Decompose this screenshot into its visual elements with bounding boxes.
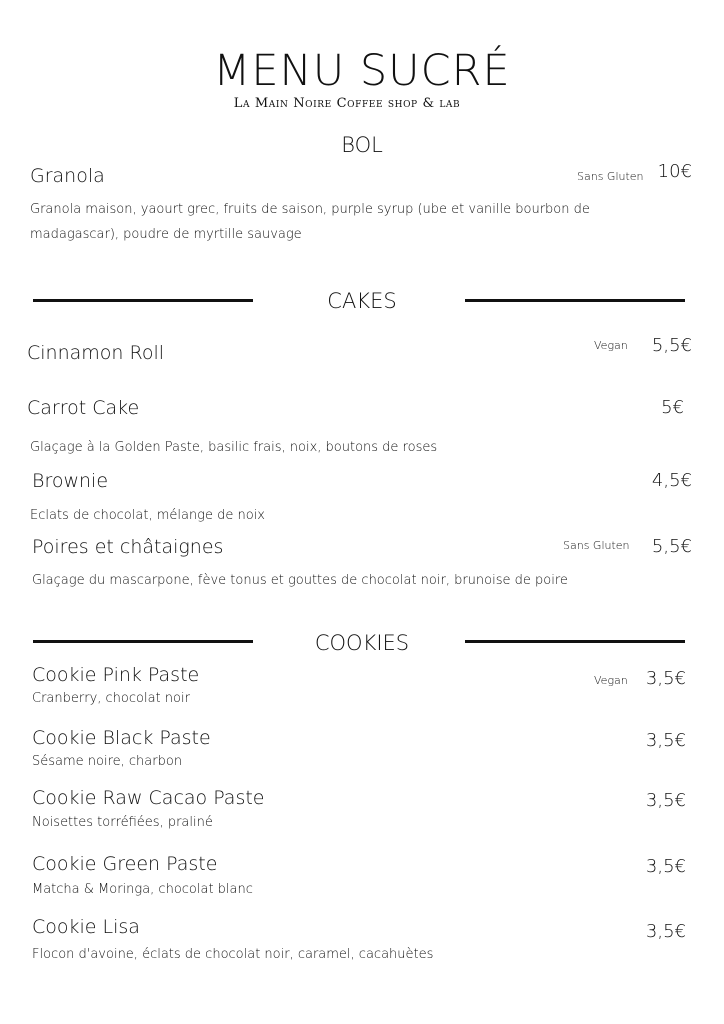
menu-title: MENU SUCRÉ xyxy=(213,46,511,96)
item-name-carrot-cake: Carrot Cake xyxy=(27,397,140,419)
item-tag-granola: Sans Gluten xyxy=(577,170,644,183)
item-desc-cookie-raw-cacao-paste: Noisettes torréfiées, praliné xyxy=(32,815,213,830)
item-tag-poires-chataignes: Sans Gluten xyxy=(563,539,630,552)
item-desc-cookie-black-paste: Sésame noire, charbon xyxy=(32,754,183,769)
item-name-cookie-lisa: Cookie Lisa xyxy=(32,916,140,938)
section-rule-right-cakes xyxy=(465,299,685,302)
item-price-cookie-green-paste: 3,5€ xyxy=(645,856,686,877)
item-price-cookie-black-paste: 3,5€ xyxy=(645,730,686,751)
item-price-cookie-raw-cacao-paste: 3,5€ xyxy=(645,790,686,811)
item-name-granola: Granola xyxy=(30,165,105,187)
item-name-cookie-black-paste: Cookie Black Paste xyxy=(32,727,211,749)
item-desc-granola-line1: Granola maison, yaourt grec, fruits de saison, purple syrup (ube et vanille bourbon de xyxy=(30,202,590,217)
item-price-brownie: 4,5€ xyxy=(651,470,692,491)
item-name-cookie-raw-cacao-paste: Cookie Raw Cacao Paste xyxy=(32,787,265,809)
section-title-bol: BOL xyxy=(341,133,383,157)
item-desc-brownie: Eclats de chocolat, mélange de noix xyxy=(30,508,265,523)
item-desc-cookie-green-paste: Matcha & Moringa, chocolat blanc xyxy=(32,882,253,897)
item-desc-carrot-cake: Glaçage à la Golden Paste, basilic frais, noix, boutons de roses xyxy=(30,440,438,455)
item-desc-cookie-pink-paste: Cranberry, chocolat noir xyxy=(32,691,190,706)
menu-subtitle: La Main Noire Coffee shop & lab xyxy=(233,96,461,111)
item-price-cookie-lisa: 3,5€ xyxy=(645,921,686,942)
section-title-cakes: CAKES xyxy=(327,289,397,313)
item-price-carrot-cake: 5€ xyxy=(661,397,684,418)
item-price-cookie-pink-paste: 3,5€ xyxy=(645,668,686,689)
item-desc-poires-chataignes: Glaçage du mascarpone, fève tonus et gouttes de chocolat noir, brunoise de poire xyxy=(32,573,568,588)
item-price-granola: 10€ xyxy=(657,161,692,182)
item-name-poires-chataignes: Poires et châtaignes xyxy=(32,536,224,558)
item-desc-granola-line2: madagascar), poudre de myrtille sauvage xyxy=(30,227,302,242)
item-desc-cookie-lisa: Flocon d'avoine, éclats de chocolat noir, caramel, cacahuètes xyxy=(32,947,434,962)
section-rule-right-cookies xyxy=(465,640,685,643)
item-name-cookie-pink-paste: Cookie Pink Paste xyxy=(32,664,200,686)
item-name-cookie-green-paste: Cookie Green Paste xyxy=(32,853,218,875)
section-title-cookies: COOKIES xyxy=(314,631,410,655)
item-price-cinnamon-roll: 5,5€ xyxy=(651,335,692,356)
item-name-cinnamon-roll: Cinnamon Roll xyxy=(27,342,165,364)
item-name-brownie: Brownie xyxy=(32,470,109,492)
item-price-poires-chataignes: 5,5€ xyxy=(651,536,692,557)
item-tag-cinnamon-roll: Vegan xyxy=(594,339,628,352)
item-tag-cookie-pink-paste: Vegan xyxy=(594,674,628,687)
